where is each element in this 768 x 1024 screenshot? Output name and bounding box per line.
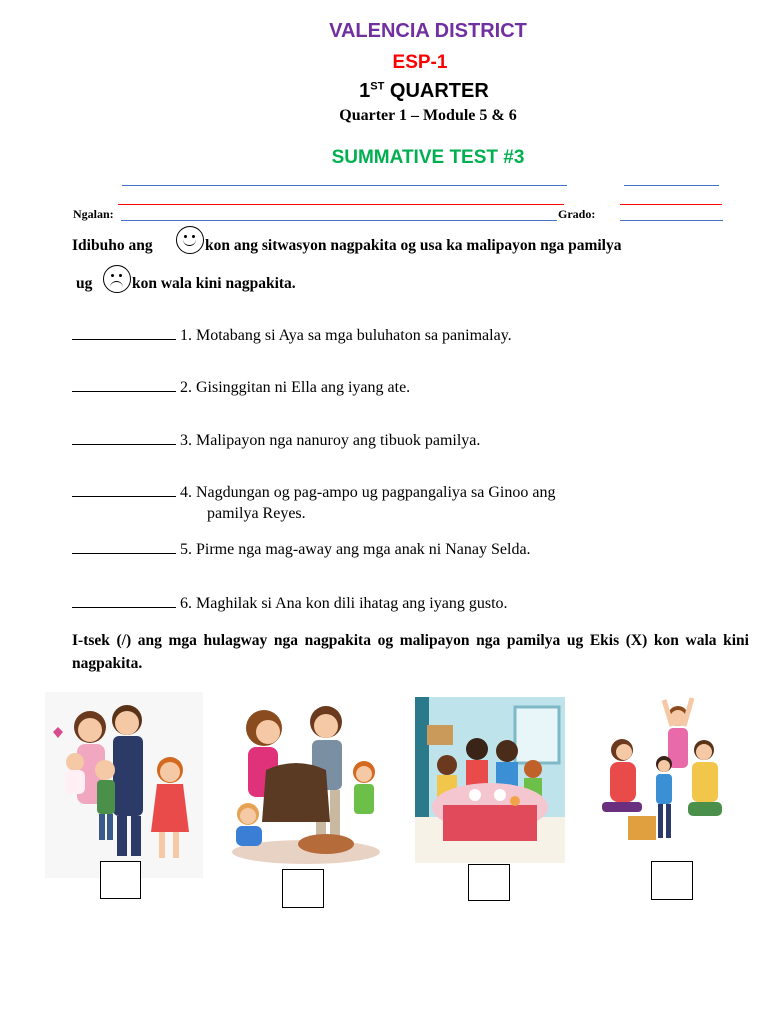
name-field[interactable] xyxy=(121,220,557,221)
subject-title: ESP-1 xyxy=(392,52,448,73)
blue-line xyxy=(122,185,567,186)
question-text-continuation: pamilya Reyes. xyxy=(207,505,306,522)
instruction-sad-text: kon wala kini nagpakita. xyxy=(132,275,296,292)
quarter-number: 1 xyxy=(359,80,371,102)
grade-label: Grado: xyxy=(558,207,596,221)
red-line xyxy=(620,204,722,205)
picture-2-checkbox[interactable] xyxy=(282,869,324,908)
picture-3-checkbox[interactable] xyxy=(468,864,510,901)
quarter-title xyxy=(40,80,768,103)
happy-family-picture xyxy=(45,692,203,878)
question-item xyxy=(72,327,512,345)
instruction-happy-text: kon ang sitwasyon nagpakita og usa ka malipayon nga pamilya xyxy=(205,237,622,254)
answer-blank[interactable] xyxy=(72,327,176,340)
question-item xyxy=(72,432,480,450)
answer-blank[interactable] xyxy=(72,484,176,497)
picture-1-checkbox[interactable] xyxy=(100,861,141,899)
quarter-suffix: ST xyxy=(370,80,385,93)
name-label: Ngalan: xyxy=(73,207,114,221)
question-item xyxy=(72,379,410,397)
question-text: 6. Maghilak si Ana kon dili ihatag ang iyang gusto. xyxy=(180,595,508,612)
quarter-word: QUARTER xyxy=(389,80,489,102)
answer-blank[interactable] xyxy=(72,379,176,392)
blue-line xyxy=(624,185,719,186)
answer-blank[interactable] xyxy=(72,541,176,554)
question-text: 3. Malipayon nga nanuroy ang tibuok pamilya. xyxy=(180,432,481,449)
question-text: 5. Pirme nga mag-away ang mga anak ni Nanay Selda. xyxy=(180,541,531,558)
answer-blank[interactable] xyxy=(72,595,176,608)
question-text: 2. Gisinggitan ni Ella ang iyang ate. xyxy=(180,379,411,396)
question-item xyxy=(72,541,531,559)
smiley-icon xyxy=(176,226,204,254)
picture-4-checkbox[interactable] xyxy=(651,861,693,900)
district-title: VALENCIA DISTRICT xyxy=(329,20,527,42)
family-playing-picture xyxy=(592,692,732,862)
instruction-ug: ug xyxy=(76,275,93,292)
question-item xyxy=(72,595,508,613)
family-dinner-picture xyxy=(415,697,565,863)
fighting-family-picture xyxy=(226,692,384,868)
answer-blank[interactable] xyxy=(72,432,176,445)
sad-face-icon xyxy=(103,265,131,293)
question-text: 4. Nagdungan og pag-ampo ug pagpangaliya sa Ginoo ang xyxy=(180,484,556,501)
red-line xyxy=(118,204,564,205)
instruction-draw-label: Idibuho ang xyxy=(72,237,153,254)
question-text: 1. Motabang si Aya sa mga buluhaton sa panimalay. xyxy=(180,327,512,344)
question-item xyxy=(72,484,555,502)
test-title: SUMMATIVE TEST #3 xyxy=(331,147,525,168)
module-title: Quarter 1 – Module 5 & 6 xyxy=(339,107,517,124)
instruction-check: I-tsek (/) ang mga hulagway nga nagpakita og malipayon nga pamilya ug Ekis (X) kon wala kini nagpakita. xyxy=(72,632,749,672)
grade-field[interactable] xyxy=(620,220,723,221)
